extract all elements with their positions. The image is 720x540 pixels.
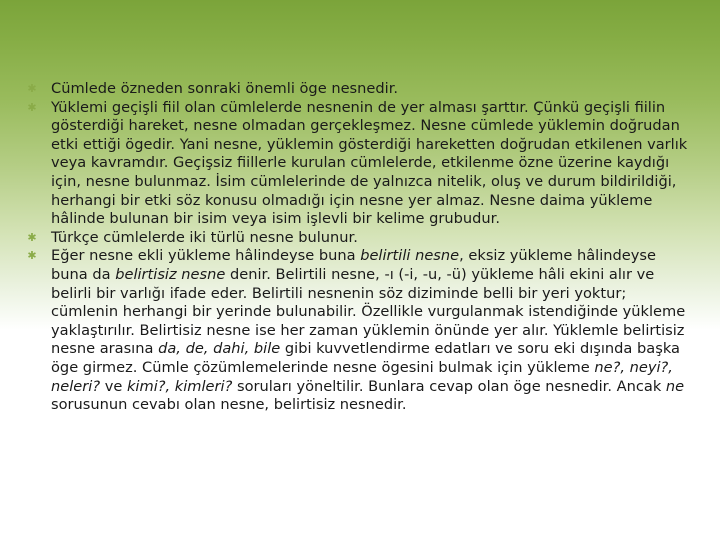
bullet-text	[51, 99, 689, 229]
bullet-item	[29, 99, 689, 229]
italic-term: belirtili nesne	[360, 247, 460, 265]
bullet-item	[29, 80, 689, 99]
italic-term: belirtisiz nesne	[115, 265, 226, 283]
italic-term: da, de, dahi, bile	[158, 340, 281, 358]
bullet-text	[51, 247, 689, 414]
bullet-list	[29, 80, 689, 415]
italic-term: kimi?, kimleri?	[126, 377, 233, 395]
text-segment: soruları yöneltilir. Bunlara cevap olan öge nesnedir. Ancak	[232, 377, 666, 395]
bullet-item	[29, 247, 689, 414]
italic-term: ne	[665, 377, 685, 395]
text-segment: Türkçe cümlelerde iki türlü nesne bulunur.	[51, 228, 358, 246]
text-segment: Cümlede özneden sonraki önemli öge nesnedir.	[51, 80, 398, 97]
asterisk-bullet-icon: ✱	[27, 82, 37, 95]
asterisk-bullet-icon: ✱	[27, 100, 37, 114]
italic-term: ne?, neyi?, neleri?	[51, 358, 673, 395]
text-segment: Yüklemi geçişli fiil olan cümlelerde nesnenin de yer alması şarttır. Çünkü geçişli fiilin gösterdiği hareket, nesne olmadan gerçekleşmez. Nesne cümlede yüklemin doğrudan etki ettiği ögedir. Yani nesne, yüklemin gösterdiği hareketten doğrudan etkilenen varlık veya kavramdır. Geçişsiz fiillerle kurulan cümlelerde, etkilenme özne üzerine kaydığı için, nesne bulunmaz. İsim cümlelerinde de yalnızca nitelik, oluş ve durum bildirildiği, herhangi bir etki söz konusu olmadığı için nesne yer almaz. Nesne daima yükleme hâlinde bulunan bir isim veya isim işlevli bir kelime grubudur.	[51, 98, 688, 228]
bullet-item	[29, 229, 689, 248]
bullet-text	[51, 229, 689, 248]
text-segment: Eğer nesne ekli yükleme hâlindeyse buna	[51, 247, 361, 265]
text-segment: sorusunun cevabı olan nesne, belirtisiz nesnedir.	[51, 396, 407, 414]
text-segment: ve	[100, 377, 127, 395]
asterisk-bullet-icon: ✱	[27, 249, 37, 263]
bullet-text	[51, 80, 689, 99]
text-segment: , eksiz yükleme hâlindeyse buna da	[51, 247, 657, 283]
text-segment: gibi kuvvetlendirme edatları ve soru eki dışında başka öge girmez. Cümle çözümlemelerinde nesne ögesini bulmak için yükleme	[51, 340, 680, 376]
text-segment: denir. Belirtili nesne, -ı (-i, -u, -ü) yükleme hâli ekini alır ve belirli bir varlığı ifade eder. Belirtili nesnenin söz diziminde belli bir yeri yoktur; cümlenin herhangi bir yerinde bulunabilir. Özellikle vurgulanmak istendiğinde yükleme yaklaştırılır. Belirtisiz nesne ise her zaman yüklemin önünde yer alır. Yüklemle belirtisiz nesne arasına	[51, 265, 686, 358]
asterisk-bullet-icon: ✱	[27, 230, 37, 244]
